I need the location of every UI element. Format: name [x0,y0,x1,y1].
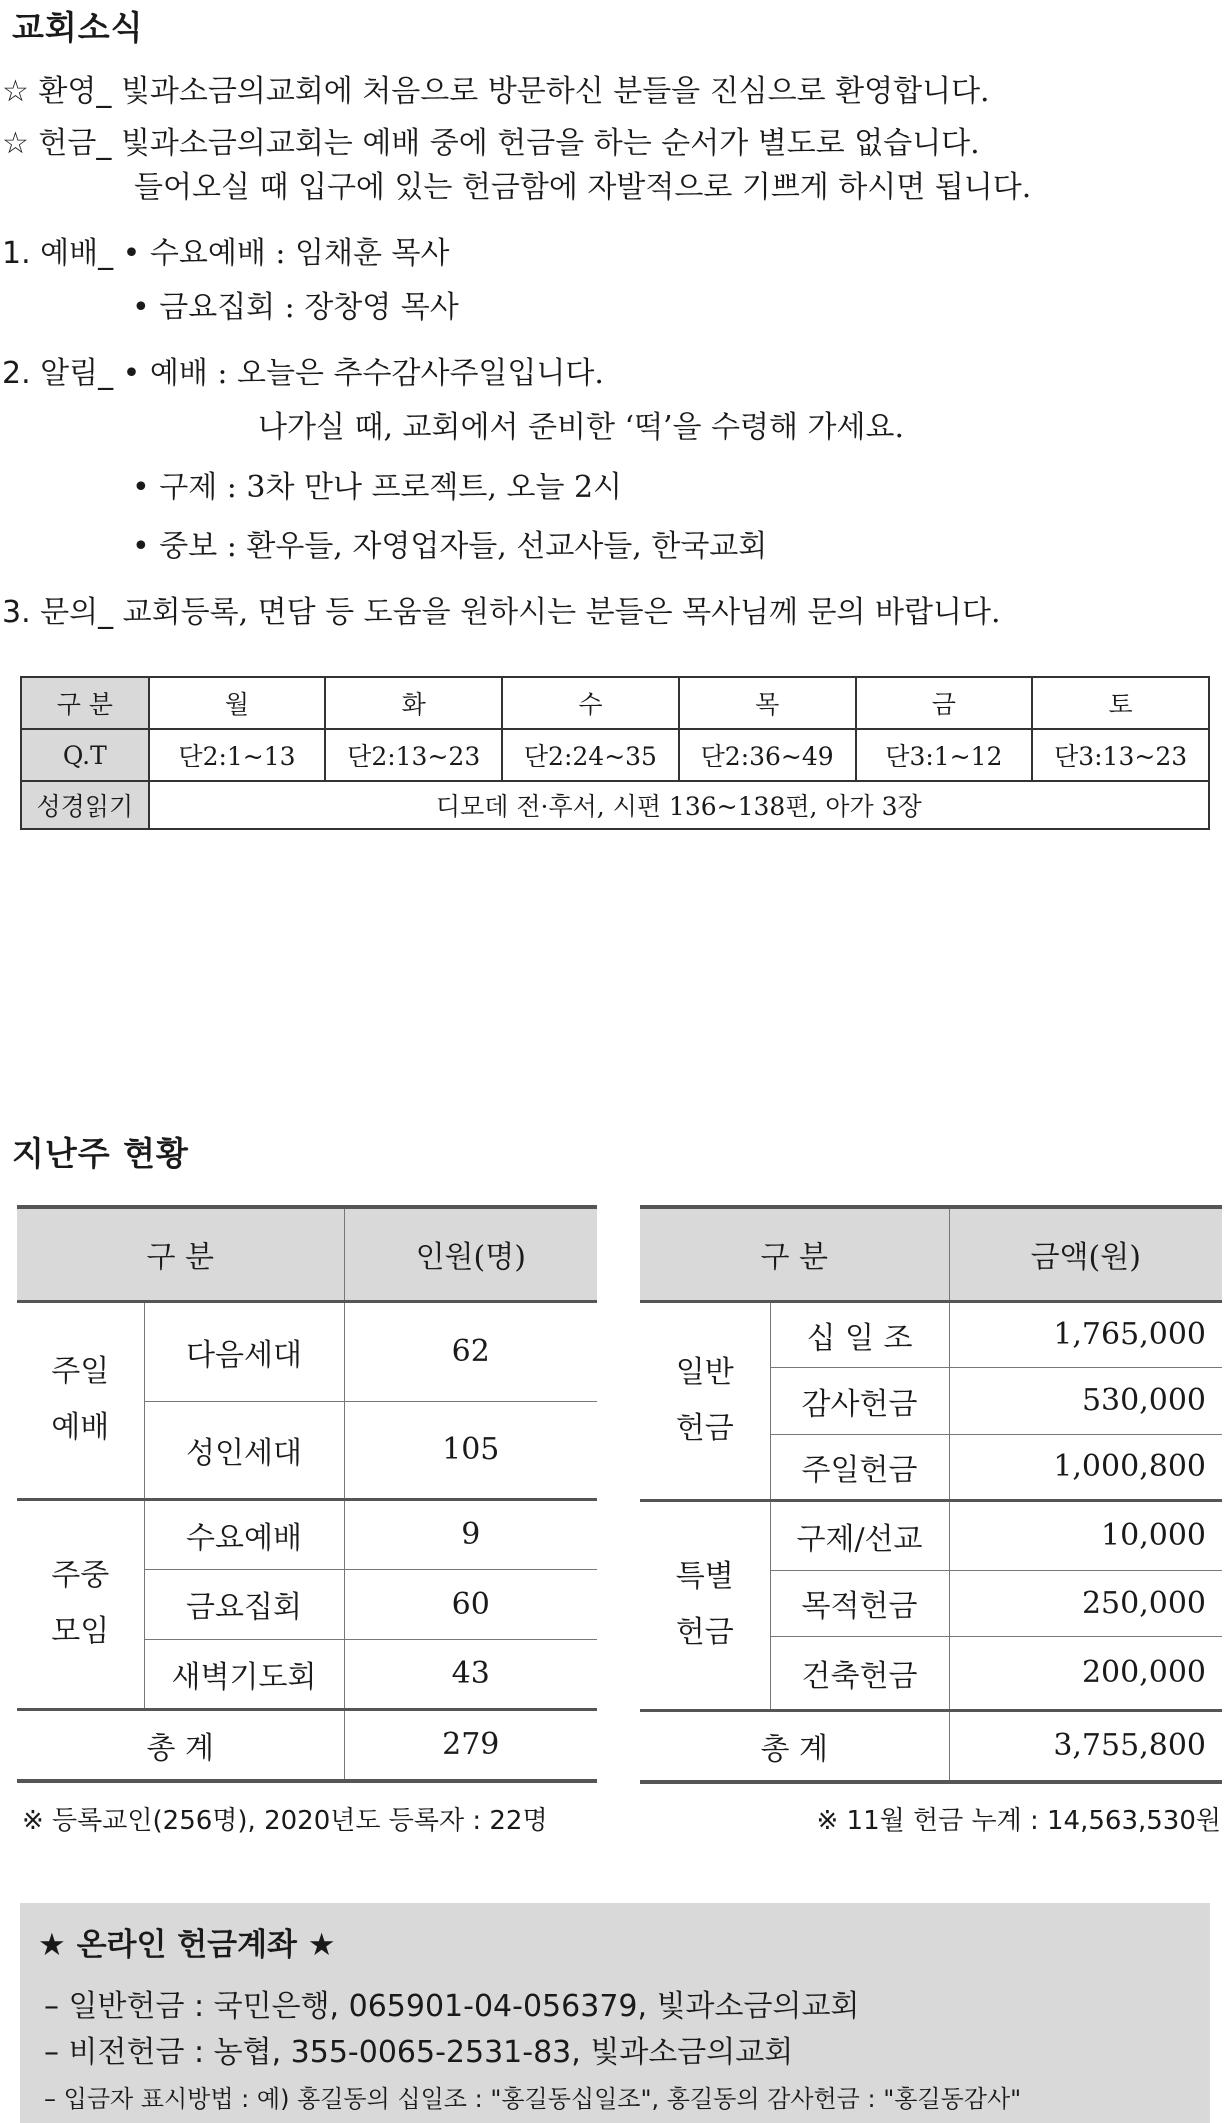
sunday-offering-value: 1,000,800 [949,1434,1222,1500]
notices-title: 교회소식 [12,8,144,47]
wed-worship-value: 9 [344,1499,597,1569]
announce-item-worship: • 예배 : 오늘은 추수감사주일입니다. [122,356,604,391]
bible-reading-label: 성경읽기 [21,781,149,829]
inquiry-label: 3. 문의_ [2,595,114,630]
relief-mission-label: 구제/선교 [770,1500,949,1570]
inquiry-text: 교회등록, 면담 등 도움을 원하시는 분들은 목사님께 문의 바랍니다. [122,595,1001,630]
offering-text-2: 들어오실 때 입구에 있는 헌금함에 자발적으로 기쁘게 하시면 됩니다. [134,170,1032,205]
next-gen-label: 다음세대 [144,1301,344,1401]
qt-header-row [21,677,1209,729]
adult-value: 105 [344,1401,597,1499]
vision-account: – 비전헌금 : 농협, 355-0065-2531-83, 빛과소금의교회 [44,2035,794,2070]
attendance-table [17,1205,597,1783]
building-offering-value: 200,000 [949,1636,1222,1710]
thanks-offering-value: 530,000 [949,1367,1222,1434]
depositor-name-rule: – 입금자 표시방법 : 예) 홍길동의 십일조 : "홍길동십일조", 홍길동의 감사헌금 : "홍길동감사" [44,2085,1022,2113]
announce-item-worship-2: 나가실 때, 교회에서 준비한 ‘떡’을 수령해 가세요. [258,410,904,445]
fri-gathering-label: 금요집회 [144,1569,344,1639]
general-account: – 일반헌금 : 국민은행, 065901-04-056379, 빛과소금의교회 [44,1989,860,2024]
general-offering-label: 일반 헌금 [640,1301,770,1500]
worship-label: 1. 예배_ [2,236,114,271]
online-offering-box [20,1903,1210,2123]
qt-cell-sat: 단3:13~23 [1032,729,1209,781]
relief-mission-value: 10,000 [949,1500,1222,1570]
purpose-offering-value: 250,000 [949,1570,1222,1636]
offering-total-value: 3,755,800 [949,1710,1222,1782]
tithe-value: 1,765,000 [949,1301,1222,1367]
qt-cell-thu: 단2:36~49 [679,729,856,781]
registered-members-note: ※ 등록교인(256명), 2020년도 등록자 : 22명 [22,1806,548,1836]
attendance-header-category: 구 분 [17,1207,344,1301]
offering-table [640,1205,1222,1784]
offering-label: ☆ 헌금_ [2,126,112,161]
purpose-offering-label: 목적헌금 [770,1570,949,1636]
offering-total-label: 총 계 [640,1710,949,1782]
special-offering-label: 특별 헌금 [640,1500,770,1710]
offering-text-1: 빛과소금의교회는 예배 중에 헌금을 하는 순서가 별도로 없습니다. [120,126,980,161]
worship-item-fri: • 금요집회 : 장창영 목사 [132,290,459,325]
welcome-text: 빛과소금의교회에 처음으로 방문하신 분들을 진심으로 환영합니다. [120,74,990,109]
qt-table [20,676,1210,830]
qt-header-category: 구 분 [21,677,149,729]
inquiry-notice [2,593,1001,633]
attendance-total-label: 총 계 [17,1709,344,1781]
tithe-label: 십 일 조 [770,1301,949,1367]
qt-header-tue: 화 [325,677,502,729]
monthly-offering-note: ※ 11월 헌금 누계 : 14,563,530원 [816,1806,1221,1836]
qt-row [21,729,1209,781]
offering-header-value: 금액(원) [949,1207,1222,1301]
bible-reading-row [21,781,1209,829]
worship-notice [2,234,449,274]
qt-header-sat: 토 [1032,677,1209,729]
qt-cell-tue: 단2:13~23 [325,729,502,781]
sunday-offering-label: 주일헌금 [770,1434,949,1500]
next-gen-value: 62 [344,1301,597,1401]
sunday-worship-label: 주일 예배 [17,1301,144,1499]
qt-header-fri: 금 [856,677,1033,729]
attendance-header-value: 인원(명) [344,1207,597,1301]
dawn-prayer-value: 43 [344,1639,597,1709]
fri-gathering-value: 60 [344,1569,597,1639]
qt-header-thu: 목 [679,677,856,729]
wed-worship-label: 수요예배 [144,1499,344,1569]
thanks-offering-label: 감사헌금 [770,1367,949,1434]
welcome-notice [2,72,990,112]
qt-cell-wed: 단2:24~35 [502,729,679,781]
qt-header-mon: 월 [149,677,326,729]
status-title: 지난주 현황 [12,1134,189,1173]
announce-item-relief: • 구제 : 3차 만나 프로젝트, 오늘 2시 [132,470,623,505]
bible-reading-text: 디모데 전·후서, 시편 136~138편, 아가 3장 [149,781,1209,829]
offering-header-category: 구 분 [640,1207,949,1301]
qt-header-wed: 수 [502,677,679,729]
attendance-total-value: 279 [344,1709,597,1781]
worship-item-wed: • 수요예배 : 임채훈 목사 [122,236,450,271]
building-offering-label: 건축헌금 [770,1636,949,1710]
announce-label: 2. 알림_ [2,356,114,391]
midweek-label: 주중 모임 [17,1499,144,1709]
dawn-prayer-label: 새벽기도회 [144,1639,344,1709]
qt-row-label: Q.T [21,729,149,781]
adult-label: 성인세대 [144,1401,344,1499]
qt-cell-fri: 단3:1~12 [856,729,1033,781]
welcome-label: ☆ 환영_ [2,74,112,109]
bank-title: ★ 온라인 헌금계좌 ★ [38,1927,336,1963]
announce-item-prayer: • 중보 : 환우들, 자영업자들, 선교사들, 한국교회 [132,529,768,564]
qt-cell-mon: 단2:1~13 [149,729,326,781]
offering-notice [2,124,980,164]
announce-notice [2,354,604,394]
